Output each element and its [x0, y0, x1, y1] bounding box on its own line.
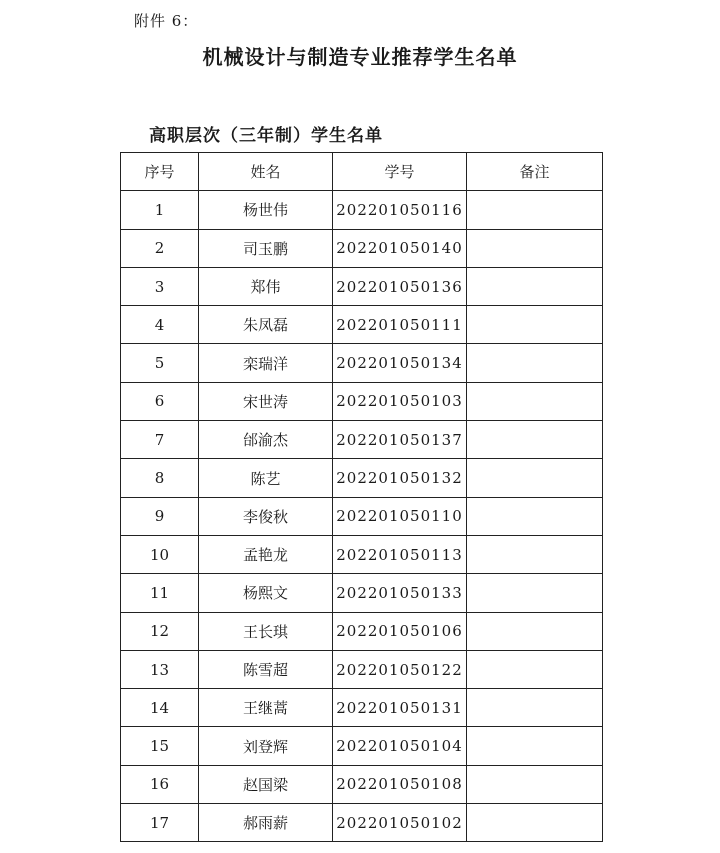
table-row [121, 191, 603, 229]
cell-student-id: 202201050140 [333, 229, 467, 267]
cell-serial-number: 15 [121, 727, 199, 765]
table-row [121, 535, 603, 573]
cell-remarks [467, 267, 603, 305]
cell-student-id: 202201050102 [333, 804, 467, 842]
table-row [121, 497, 603, 535]
cell-student-name: 李俊秋 [199, 497, 333, 535]
cell-serial-number: 8 [121, 459, 199, 497]
table-row [121, 267, 603, 305]
cell-remarks [467, 804, 603, 842]
student-roster-table [120, 152, 603, 842]
cell-remarks [467, 306, 603, 344]
cell-student-name: 王继蒿 [199, 689, 333, 727]
header-name: 姓名 [199, 153, 333, 191]
cell-student-name: 赵国梁 [199, 765, 333, 803]
cell-serial-number: 12 [121, 612, 199, 650]
cell-student-id: 202201050134 [333, 344, 467, 382]
cell-serial-number: 17 [121, 804, 199, 842]
cell-student-id: 202201050136 [333, 267, 467, 305]
table-row [121, 804, 603, 842]
table-row [121, 689, 603, 727]
table-row [121, 344, 603, 382]
cell-student-name: 刘登辉 [199, 727, 333, 765]
cell-serial-number: 13 [121, 650, 199, 688]
cell-remarks [467, 421, 603, 459]
cell-remarks [467, 382, 603, 420]
cell-serial-number: 6 [121, 382, 199, 420]
cell-student-name: 孟艳龙 [199, 535, 333, 573]
cell-remarks [467, 344, 603, 382]
cell-student-name: 郝雨薪 [199, 804, 333, 842]
table-row [121, 421, 603, 459]
cell-student-name: 王长琪 [199, 612, 333, 650]
cell-serial-number: 7 [121, 421, 199, 459]
cell-serial-number: 16 [121, 765, 199, 803]
cell-serial-number: 11 [121, 574, 199, 612]
cell-student-name: 宋世涛 [199, 382, 333, 420]
cell-remarks [467, 650, 603, 688]
cell-serial-number: 4 [121, 306, 199, 344]
cell-serial-number: 14 [121, 689, 199, 727]
table-row [121, 727, 603, 765]
section-title: 高职层次（三年制）学生名单 [149, 126, 383, 146]
cell-remarks [467, 459, 603, 497]
table-row [121, 229, 603, 267]
header-student-id: 学号 [333, 153, 467, 191]
attachment-label: 附件 6： [134, 12, 199, 30]
table-row [121, 650, 603, 688]
cell-serial-number: 5 [121, 344, 199, 382]
cell-student-id: 202201050111 [333, 306, 467, 344]
table-header-row [121, 153, 603, 191]
cell-remarks [467, 574, 603, 612]
cell-student-name: 司玉鹏 [199, 229, 333, 267]
document-title: 机械设计与制造专业推荐学生名单 [202, 45, 518, 69]
cell-student-id: 202201050133 [333, 574, 467, 612]
cell-student-id: 202201050106 [333, 612, 467, 650]
cell-remarks [467, 535, 603, 573]
cell-student-id: 202201050116 [333, 191, 467, 229]
table-row [121, 459, 603, 497]
cell-student-id: 202201050104 [333, 727, 467, 765]
cell-student-name: 郑伟 [199, 267, 333, 305]
cell-student-name: 邰渝杰 [199, 421, 333, 459]
cell-serial-number: 10 [121, 535, 199, 573]
cell-remarks [467, 229, 603, 267]
table-row [121, 765, 603, 803]
cell-remarks [467, 765, 603, 803]
cell-student-id: 202201050132 [333, 459, 467, 497]
cell-student-id: 202201050122 [333, 650, 467, 688]
cell-remarks [467, 612, 603, 650]
table-row [121, 306, 603, 344]
cell-serial-number: 9 [121, 497, 199, 535]
cell-student-id: 202201050131 [333, 689, 467, 727]
cell-student-name: 杨世伟 [199, 191, 333, 229]
cell-student-name: 陈雪超 [199, 650, 333, 688]
cell-remarks [467, 497, 603, 535]
table-row [121, 574, 603, 612]
cell-serial-number: 1 [121, 191, 199, 229]
header-serial-number: 序号 [121, 153, 199, 191]
header-remarks: 备注 [467, 153, 603, 191]
cell-student-id: 202201050108 [333, 765, 467, 803]
cell-student-name: 杨熙文 [199, 574, 333, 612]
cell-student-name: 陈艺 [199, 459, 333, 497]
cell-serial-number: 2 [121, 229, 199, 267]
table-row [121, 612, 603, 650]
cell-remarks [467, 689, 603, 727]
cell-student-name: 栾瑞洋 [199, 344, 333, 382]
cell-serial-number: 3 [121, 267, 199, 305]
cell-remarks [467, 191, 603, 229]
cell-student-name: 朱凤磊 [199, 306, 333, 344]
cell-student-id: 202201050103 [333, 382, 467, 420]
cell-student-id: 202201050113 [333, 535, 467, 573]
cell-remarks [467, 727, 603, 765]
table-body [121, 191, 603, 842]
cell-student-id: 202201050110 [333, 497, 467, 535]
table-row [121, 382, 603, 420]
cell-student-id: 202201050137 [333, 421, 467, 459]
